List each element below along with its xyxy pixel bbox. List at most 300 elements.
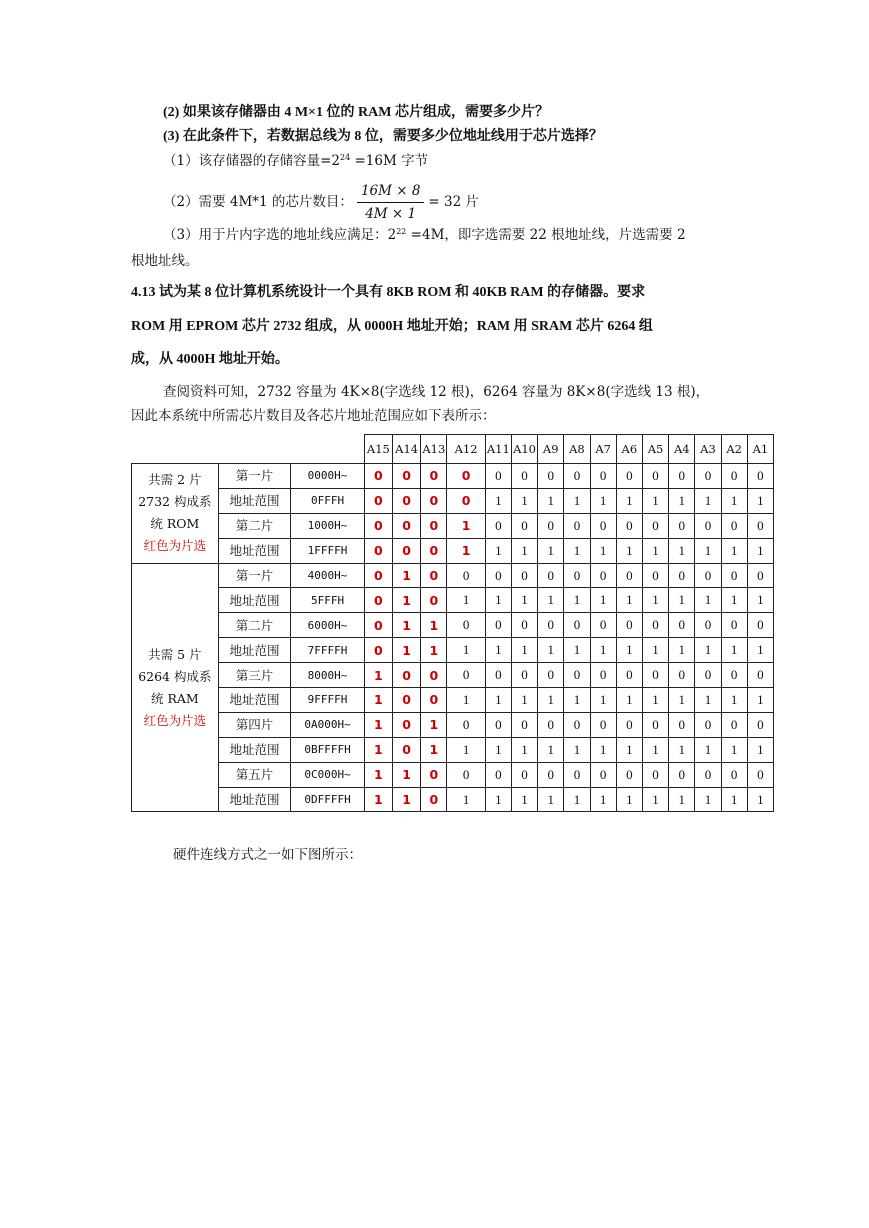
chip-select-bit: 1: [421, 737, 447, 762]
chip-select-bit: 1: [421, 638, 447, 663]
range-label: 地址范围: [218, 588, 291, 613]
end-address: 5FFFH: [291, 588, 365, 613]
address-bit: 0: [669, 663, 695, 688]
address-bit: 1: [590, 638, 616, 663]
chip-select-bit: 1: [364, 762, 392, 787]
address-bit: 1: [747, 638, 773, 663]
chip-select-bit: 0: [421, 588, 447, 613]
address-bit: 1: [616, 488, 642, 513]
address-bit: 1: [616, 638, 642, 663]
address-bit: 0: [511, 464, 537, 489]
address-bit: 0: [747, 613, 773, 638]
chip-select-bit: 1: [364, 737, 392, 762]
address-bit: 1: [538, 588, 564, 613]
address-line-header: A5: [642, 435, 668, 464]
chip-select-bit: 1: [393, 638, 421, 663]
address-bit: 1: [447, 688, 485, 713]
range-label: 地址范围: [218, 737, 291, 762]
address-bit: 1: [511, 588, 537, 613]
address-bit: 1: [721, 638, 747, 663]
address-bit: 1: [747, 787, 773, 812]
address-bit: 1: [485, 688, 511, 713]
address-line-header: A13: [421, 435, 447, 464]
end-address: 9FFFFH: [291, 688, 365, 713]
table-row: [132, 688, 774, 713]
chip-select-bit: 1: [447, 513, 485, 538]
address-bit: 1: [747, 737, 773, 762]
address-bit: 1: [564, 787, 590, 812]
address-bit: 0: [721, 563, 747, 588]
address-bit: 1: [669, 787, 695, 812]
address-bit: 0: [642, 663, 668, 688]
address-bit: 1: [511, 538, 537, 563]
range-label: 地址范围: [218, 688, 291, 713]
address-bit: 0: [695, 613, 721, 638]
address-bit: 0: [669, 712, 695, 737]
address-bit: 1: [485, 638, 511, 663]
address-bit: 0: [721, 513, 747, 538]
address-bit: 0: [590, 464, 616, 489]
address-bit: 0: [538, 762, 564, 787]
address-bit: 0: [642, 712, 668, 737]
address-bit: 1: [564, 588, 590, 613]
address-bit: 1: [616, 688, 642, 713]
address-bit: 0: [616, 613, 642, 638]
address-line-header: A15: [364, 435, 392, 464]
group-label-line: 共需 5 片: [148, 646, 202, 662]
address-bit: 0: [564, 613, 590, 638]
address-line-header: A12: [447, 435, 485, 464]
group-label-line: 统 ROM: [150, 516, 200, 532]
address-bit: 0: [511, 712, 537, 737]
start-address: 6000H~: [291, 613, 365, 638]
chip-select-bit: 1: [393, 563, 421, 588]
chip-select-bit: 0: [447, 464, 485, 489]
address-line-header: A7: [590, 435, 616, 464]
table-row: [132, 737, 774, 762]
address-bit: 1: [747, 538, 773, 563]
chip-select-bit: 0: [364, 513, 392, 538]
address-bit: 1: [695, 688, 721, 713]
address-bit: 1: [669, 538, 695, 563]
table-row: [132, 563, 774, 588]
chip-select-bit: 0: [393, 464, 421, 489]
address-bit: 1: [447, 588, 485, 613]
address-bit: 0: [695, 712, 721, 737]
intro-line-1: 查阅资料可知，2732 容量为 4K×8(字选线 12 根)，6264 容量为 8K×8(字选线 13 根)，: [163, 384, 710, 400]
address-bit: 1: [538, 538, 564, 563]
chip-select-bit: 0: [447, 488, 485, 513]
chip-select-bit: 0: [421, 787, 447, 812]
address-bit: 0: [590, 563, 616, 588]
address-bit: 1: [642, 588, 668, 613]
address-bit: 1: [642, 787, 668, 812]
end-address: 0BFFFFH: [291, 737, 365, 762]
address-bit: 1: [590, 688, 616, 713]
address-bit: 1: [447, 638, 485, 663]
answer-2: [163, 180, 479, 224]
address-bit: 0: [669, 513, 695, 538]
chip-select-bit: 1: [393, 762, 421, 787]
chip-name: 第一片: [218, 563, 291, 588]
range-label: 地址范围: [218, 488, 291, 513]
rom-group-label: [132, 464, 219, 564]
address-bit: 0: [669, 762, 695, 787]
address-bit: 0: [485, 762, 511, 787]
address-bit: 1: [669, 688, 695, 713]
address-bit: 0: [447, 762, 485, 787]
address-bit: 0: [590, 613, 616, 638]
group-label-line: 2732 构成系: [138, 494, 212, 510]
address-bit: 0: [616, 464, 642, 489]
table-row: [132, 712, 774, 737]
chip-select-bit: 0: [364, 613, 392, 638]
address-bit: 1: [642, 638, 668, 663]
address-bit: 1: [590, 737, 616, 762]
address-bit: 1: [590, 588, 616, 613]
answer-2-prefix: （2）需要 4M*1 的芯片数目：: [163, 194, 353, 210]
address-bit: 1: [511, 638, 537, 663]
chip-select-bit: 0: [421, 688, 447, 713]
address-bit: 1: [747, 488, 773, 513]
chip-select-bit: 1: [447, 538, 485, 563]
address-bit: 0: [642, 613, 668, 638]
address-bit: 0: [590, 513, 616, 538]
answer-1-suffix: =16M 字节: [350, 153, 429, 169]
address-bit: 1: [747, 688, 773, 713]
address-bit: 0: [564, 762, 590, 787]
chip-select-bit: 0: [393, 513, 421, 538]
address-bit: 1: [695, 787, 721, 812]
answer-1-prefix: （1）该存储器的存储容量=2: [163, 153, 340, 169]
address-bit: 1: [538, 688, 564, 713]
address-bit: 1: [669, 638, 695, 663]
ram-group-label: [132, 563, 219, 812]
chip-name: 第一片: [218, 464, 291, 489]
chip-select-bit: 1: [364, 688, 392, 713]
address-bit: 0: [747, 563, 773, 588]
chip-name: 第四片: [218, 712, 291, 737]
table-row: [132, 488, 774, 513]
address-bit: 0: [669, 613, 695, 638]
address-bit: 0: [447, 663, 485, 688]
address-bit: 1: [616, 787, 642, 812]
address-bit: 1: [485, 538, 511, 563]
address-bit: 0: [721, 663, 747, 688]
address-bit: 1: [695, 538, 721, 563]
table-row: [132, 613, 774, 638]
question-3: (3) 在此条件下，若数据总线为 8 位，需要多少位地址线用于芯片选择？: [163, 129, 603, 144]
address-bit: 1: [538, 737, 564, 762]
address-bit: 0: [564, 513, 590, 538]
start-address: 0000H~: [291, 464, 365, 489]
address-bit: 0: [747, 513, 773, 538]
address-bit: 0: [511, 513, 537, 538]
address-line-header: A4: [669, 435, 695, 464]
address-bit: 0: [590, 712, 616, 737]
address-bit: 1: [447, 787, 485, 812]
address-bit: 1: [721, 737, 747, 762]
chip-select-bit: 0: [393, 737, 421, 762]
address-line-header: A8: [564, 435, 590, 464]
address-line-header: A1: [747, 435, 773, 464]
address-bit: 0: [695, 563, 721, 588]
answer-3-suffix: =4M，即字选需要 22 根地址线，片选需要 2: [406, 227, 686, 243]
group-label-line: 红色为片选: [143, 712, 207, 728]
group-label-line: 红色为片选: [143, 538, 207, 554]
address-bit: 0: [485, 464, 511, 489]
address-bit: 1: [538, 787, 564, 812]
chip-name: 第二片: [218, 613, 291, 638]
chip-select-bit: 0: [421, 513, 447, 538]
chip-select-bit: 1: [393, 588, 421, 613]
address-bit: 0: [511, 663, 537, 688]
table-row: [132, 513, 774, 538]
chip-select-bit: 0: [393, 688, 421, 713]
header-row: [132, 435, 774, 464]
address-bit: 1: [564, 638, 590, 663]
chip-select-bit: 1: [364, 787, 392, 812]
address-bit: 0: [721, 712, 747, 737]
address-line-header: A3: [695, 435, 721, 464]
address-bit: 1: [485, 488, 511, 513]
address-bit: 0: [695, 663, 721, 688]
address-bit: 1: [564, 538, 590, 563]
address-bit: 0: [538, 464, 564, 489]
chip-select-bit: 0: [364, 563, 392, 588]
chip-select-bit: 0: [393, 538, 421, 563]
address-bit: 1: [695, 737, 721, 762]
address-bit: 0: [616, 513, 642, 538]
address-bit: 0: [616, 762, 642, 787]
table-row: [132, 538, 774, 563]
chip-select-bit: 0: [393, 663, 421, 688]
address-line-header: A2: [721, 435, 747, 464]
address-bit: 0: [695, 513, 721, 538]
address-bit: 0: [695, 464, 721, 489]
chip-select-bit: 0: [364, 464, 392, 489]
end-address: 7FFFFH: [291, 638, 365, 663]
address-bit: 1: [616, 737, 642, 762]
problem-line-2: ROM 用 EPROM 芯片 2732 组成，从 0000H 地址开始；RAM 用 SRAM 芯片 6264 组: [131, 319, 653, 334]
address-bit: 0: [485, 563, 511, 588]
answer-3-prefix: （3）用于片内字选的地址线应满足：2: [163, 227, 397, 243]
address-bit: 1: [590, 538, 616, 563]
address-bit: 0: [721, 613, 747, 638]
start-address: 0A000H~: [291, 712, 365, 737]
address-bit: 0: [538, 563, 564, 588]
range-label: 地址范围: [218, 538, 291, 563]
address-bit: 0: [511, 613, 537, 638]
chip-select-bit: 0: [421, 488, 447, 513]
end-address: 1FFFFH: [291, 538, 365, 563]
address-bit: 1: [642, 538, 668, 563]
address-bit: 0: [538, 712, 564, 737]
address-bit: 1: [695, 588, 721, 613]
address-bit: 1: [616, 588, 642, 613]
address-bit: 1: [447, 737, 485, 762]
chip-name: 第二片: [218, 513, 291, 538]
group-label-line: 6264 构成系: [138, 668, 212, 684]
chip-select-bit: 1: [393, 613, 421, 638]
address-bit: 1: [669, 488, 695, 513]
address-bit: 1: [721, 488, 747, 513]
chip-name: 第五片: [218, 762, 291, 787]
start-address: 0C000H~: [291, 762, 365, 787]
address-bit: 1: [564, 488, 590, 513]
address-bit: 1: [564, 688, 590, 713]
start-address: 4000H~: [291, 563, 365, 588]
chip-select-bit: 1: [393, 787, 421, 812]
address-bit: 0: [485, 613, 511, 638]
hardware-note: 硬件连线方式之一如下图所示：: [173, 847, 362, 863]
address-bit: 0: [564, 663, 590, 688]
address-bit: 1: [538, 638, 564, 663]
end-address: 0DFFFFH: [291, 787, 365, 812]
address-bit: 1: [721, 787, 747, 812]
chip-select-bit: 0: [364, 638, 392, 663]
header-blank: [132, 435, 365, 464]
chip-select-bit: 0: [364, 538, 392, 563]
answer-1: [163, 152, 428, 170]
address-bit: 0: [747, 762, 773, 787]
address-map-table: [131, 434, 774, 812]
address-bit: 1: [721, 538, 747, 563]
address-line-header: A6: [616, 435, 642, 464]
table-row: [132, 464, 774, 489]
address-bit: 1: [511, 737, 537, 762]
address-bit: 1: [485, 588, 511, 613]
address-bit: 0: [590, 663, 616, 688]
table-row: [132, 588, 774, 613]
address-bit: 1: [590, 787, 616, 812]
address-bit: 1: [485, 737, 511, 762]
address-bit: 0: [669, 464, 695, 489]
address-bit: 1: [616, 538, 642, 563]
chip-select-bit: 0: [421, 663, 447, 688]
address-bit: 0: [616, 663, 642, 688]
address-bit: 0: [747, 464, 773, 489]
fraction-denominator: 4M × 1: [365, 205, 417, 222]
address-bit: 1: [669, 588, 695, 613]
chip-select-bit: 0: [421, 563, 447, 588]
address-bit: 0: [564, 563, 590, 588]
address-line-header: A9: [538, 435, 564, 464]
table-row: [132, 787, 774, 812]
address-bit: 0: [447, 563, 485, 588]
answer-3: [163, 226, 686, 244]
address-bit: 0: [721, 762, 747, 787]
chip-select-bit: 1: [364, 663, 392, 688]
chip-select-bit: 0: [364, 588, 392, 613]
address-bit: 0: [695, 762, 721, 787]
address-bit: 0: [590, 762, 616, 787]
address-bit: 0: [721, 464, 747, 489]
address-bit: 1: [511, 787, 537, 812]
address-bit: 0: [642, 762, 668, 787]
table-row: [132, 762, 774, 787]
group-label-line: 共需 2 片: [148, 472, 202, 488]
address-bit: 1: [485, 787, 511, 812]
chip-count-fraction: [357, 182, 424, 223]
address-bit: 0: [485, 513, 511, 538]
address-bit: 0: [538, 663, 564, 688]
problem-line-1: 4.13 试为某 8 位计算机系统设计一个具有 8KB ROM 和 40KB RAM 的存储器。要求: [131, 285, 646, 300]
answer-3-continuation: 根地址线。: [131, 253, 199, 269]
address-bit: 0: [538, 613, 564, 638]
address-bit: 1: [747, 588, 773, 613]
address-bit: 1: [564, 737, 590, 762]
start-address: 1000H~: [291, 513, 365, 538]
address-bit: 0: [642, 513, 668, 538]
chip-select-bit: 0: [421, 538, 447, 563]
address-bit: 1: [642, 688, 668, 713]
address-bit: 1: [695, 488, 721, 513]
question-2: (2) 如果该存储器由 4 M×1 位的 RAM 芯片组成，需要多少片？: [163, 105, 549, 120]
answer-1-exponent: 24: [340, 153, 351, 162]
answer-2-result: = 32 片: [428, 194, 479, 210]
chip-select-bit: 0: [364, 488, 392, 513]
address-bit: 0: [616, 563, 642, 588]
chip-select-bit: 0: [421, 762, 447, 787]
address-bit: 0: [485, 712, 511, 737]
group-label-line: 统 RAM: [150, 690, 199, 706]
address-bit: 0: [747, 712, 773, 737]
fraction-numerator: 16M × 8: [357, 182, 424, 203]
address-bit: 1: [721, 688, 747, 713]
chip-name: 第三片: [218, 663, 291, 688]
address-bit: 1: [695, 638, 721, 663]
address-bit: 1: [511, 488, 537, 513]
problem-line-3: 成，从 4000H 地址开始。: [131, 352, 289, 367]
address-bit: 1: [590, 488, 616, 513]
range-label: 地址范围: [218, 787, 291, 812]
address-bit: 0: [669, 563, 695, 588]
chip-select-bit: 0: [421, 464, 447, 489]
address-bit: 1: [511, 688, 537, 713]
address-bit: 1: [669, 737, 695, 762]
address-bit: 1: [642, 488, 668, 513]
answer-3-exponent: 22: [396, 227, 407, 236]
address-bit: 1: [721, 588, 747, 613]
address-line-header: A14: [393, 435, 421, 464]
range-label: 地址范围: [218, 638, 291, 663]
table-row: [132, 638, 774, 663]
address-bit: 0: [485, 663, 511, 688]
address-bit: 0: [511, 563, 537, 588]
address-bit: 0: [447, 712, 485, 737]
start-address: 8000H~: [291, 663, 365, 688]
address-line-header: A11: [485, 435, 511, 464]
address-bit: 0: [616, 712, 642, 737]
chip-select-bit: 1: [364, 712, 392, 737]
address-bit: 0: [538, 513, 564, 538]
chip-select-bit: 0: [393, 488, 421, 513]
address-bit: 0: [642, 464, 668, 489]
address-bit: 0: [642, 563, 668, 588]
chip-select-bit: 1: [421, 613, 447, 638]
address-bit: 0: [564, 464, 590, 489]
address-bit: 0: [564, 712, 590, 737]
address-bit: 1: [642, 737, 668, 762]
chip-select-bit: 1: [421, 712, 447, 737]
address-line-header: A10: [511, 435, 537, 464]
address-bit: 1: [538, 488, 564, 513]
address-bit: 0: [747, 663, 773, 688]
table-row: [132, 663, 774, 688]
address-bit: 0: [447, 613, 485, 638]
chip-select-bit: 0: [393, 712, 421, 737]
